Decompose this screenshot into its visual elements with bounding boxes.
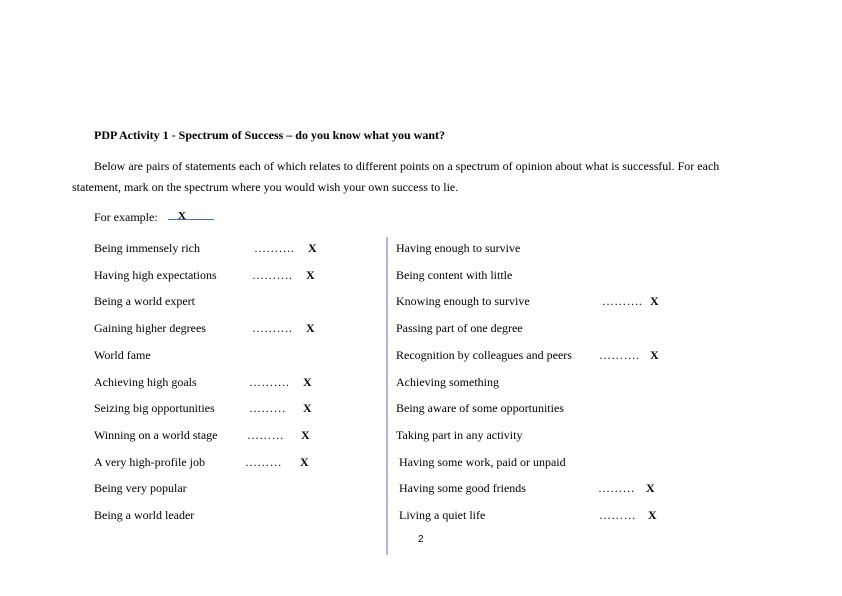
left-statement-4: Gaining higher degrees [94,321,206,335]
right-spectrum-dots-3: ………. [602,294,643,308]
right-statement-6: Achieving something [396,375,499,389]
right-statement-7: Being aware of some opportunities [396,401,564,415]
right-statement-4: Passing part of one degree [396,321,523,335]
left-spectrum-mark-4: X [306,321,315,335]
left-spectrum-mark-8: X [301,428,310,442]
left-spectrum-dots-2: ………. [252,268,293,282]
right-statement-3: Knowing enough to survive [396,294,530,308]
example-label: For example: [94,210,158,224]
left-spectrum-mark-2: X [306,268,315,282]
intro-line-1: Below are pairs of statements each of which relates to different points on a spectrum of opinion about what is successful. For each [94,159,720,173]
left-spectrum-dots-6: ………. [249,375,290,389]
left-statement-10: Being very popular [94,481,187,495]
right-statement-2: Being content with little [396,268,513,282]
right-spectrum-mark-3: X [650,294,659,308]
left-spectrum-dots-9: ……… [245,455,282,469]
right-spectrum-mark-10: X [646,481,655,495]
left-spectrum-mark-1: X [308,241,317,255]
right-statement-9: Having some work, paid or unpaid [399,455,566,469]
left-statement-6: Achieving high goals [94,375,197,389]
intro-line-2: statement, mark on the spectrum where you would wish your own success to lie. [72,180,459,194]
page-title: PDP Activity 1 - Spectrum of Success – do you know what you want? [94,128,446,142]
left-spectrum-dots-7: ……… [249,401,286,415]
example-mark: X [168,209,214,220]
column-divider [386,237,388,555]
left-statement-2: Having high expectations [94,268,217,282]
left-spectrum-dots-1: ………. [254,241,295,255]
left-statement-3: Being a world expert [94,294,195,308]
page-number: 2 [418,534,424,545]
right-statement-1: Having enough to survive [396,241,521,255]
right-statement-5: Recognition by colleagues and peers [396,348,572,362]
left-spectrum-dots-4: ………. [252,321,293,335]
left-statement-8: Winning on a world stage [94,428,218,442]
right-statement-8: Taking part in any activity [396,428,523,442]
left-statement-1: Being immensely rich [94,241,200,255]
left-statement-11: Being a world leader [94,508,195,522]
left-statement-7: Seizing big opportunities [94,401,215,415]
left-spectrum-dots-8: ……… [247,428,284,442]
left-spectrum-mark-7: X [303,401,312,415]
right-spectrum-mark-11: X [648,508,657,522]
right-spectrum-dots-11: ……… [599,508,636,522]
right-spectrum-mark-5: X [650,348,659,362]
right-spectrum-dots-5: ………. [599,348,640,362]
left-spectrum-mark-9: X [300,455,309,469]
left-spectrum-mark-6: X [303,375,312,389]
right-spectrum-dots-10: ……… [598,481,635,495]
left-statement-9: A very high-profile job [94,455,205,469]
left-statement-5: World fame [94,348,151,362]
right-statement-10: Having some good friends [399,481,526,495]
right-statement-11: Living a quiet life [399,508,486,522]
